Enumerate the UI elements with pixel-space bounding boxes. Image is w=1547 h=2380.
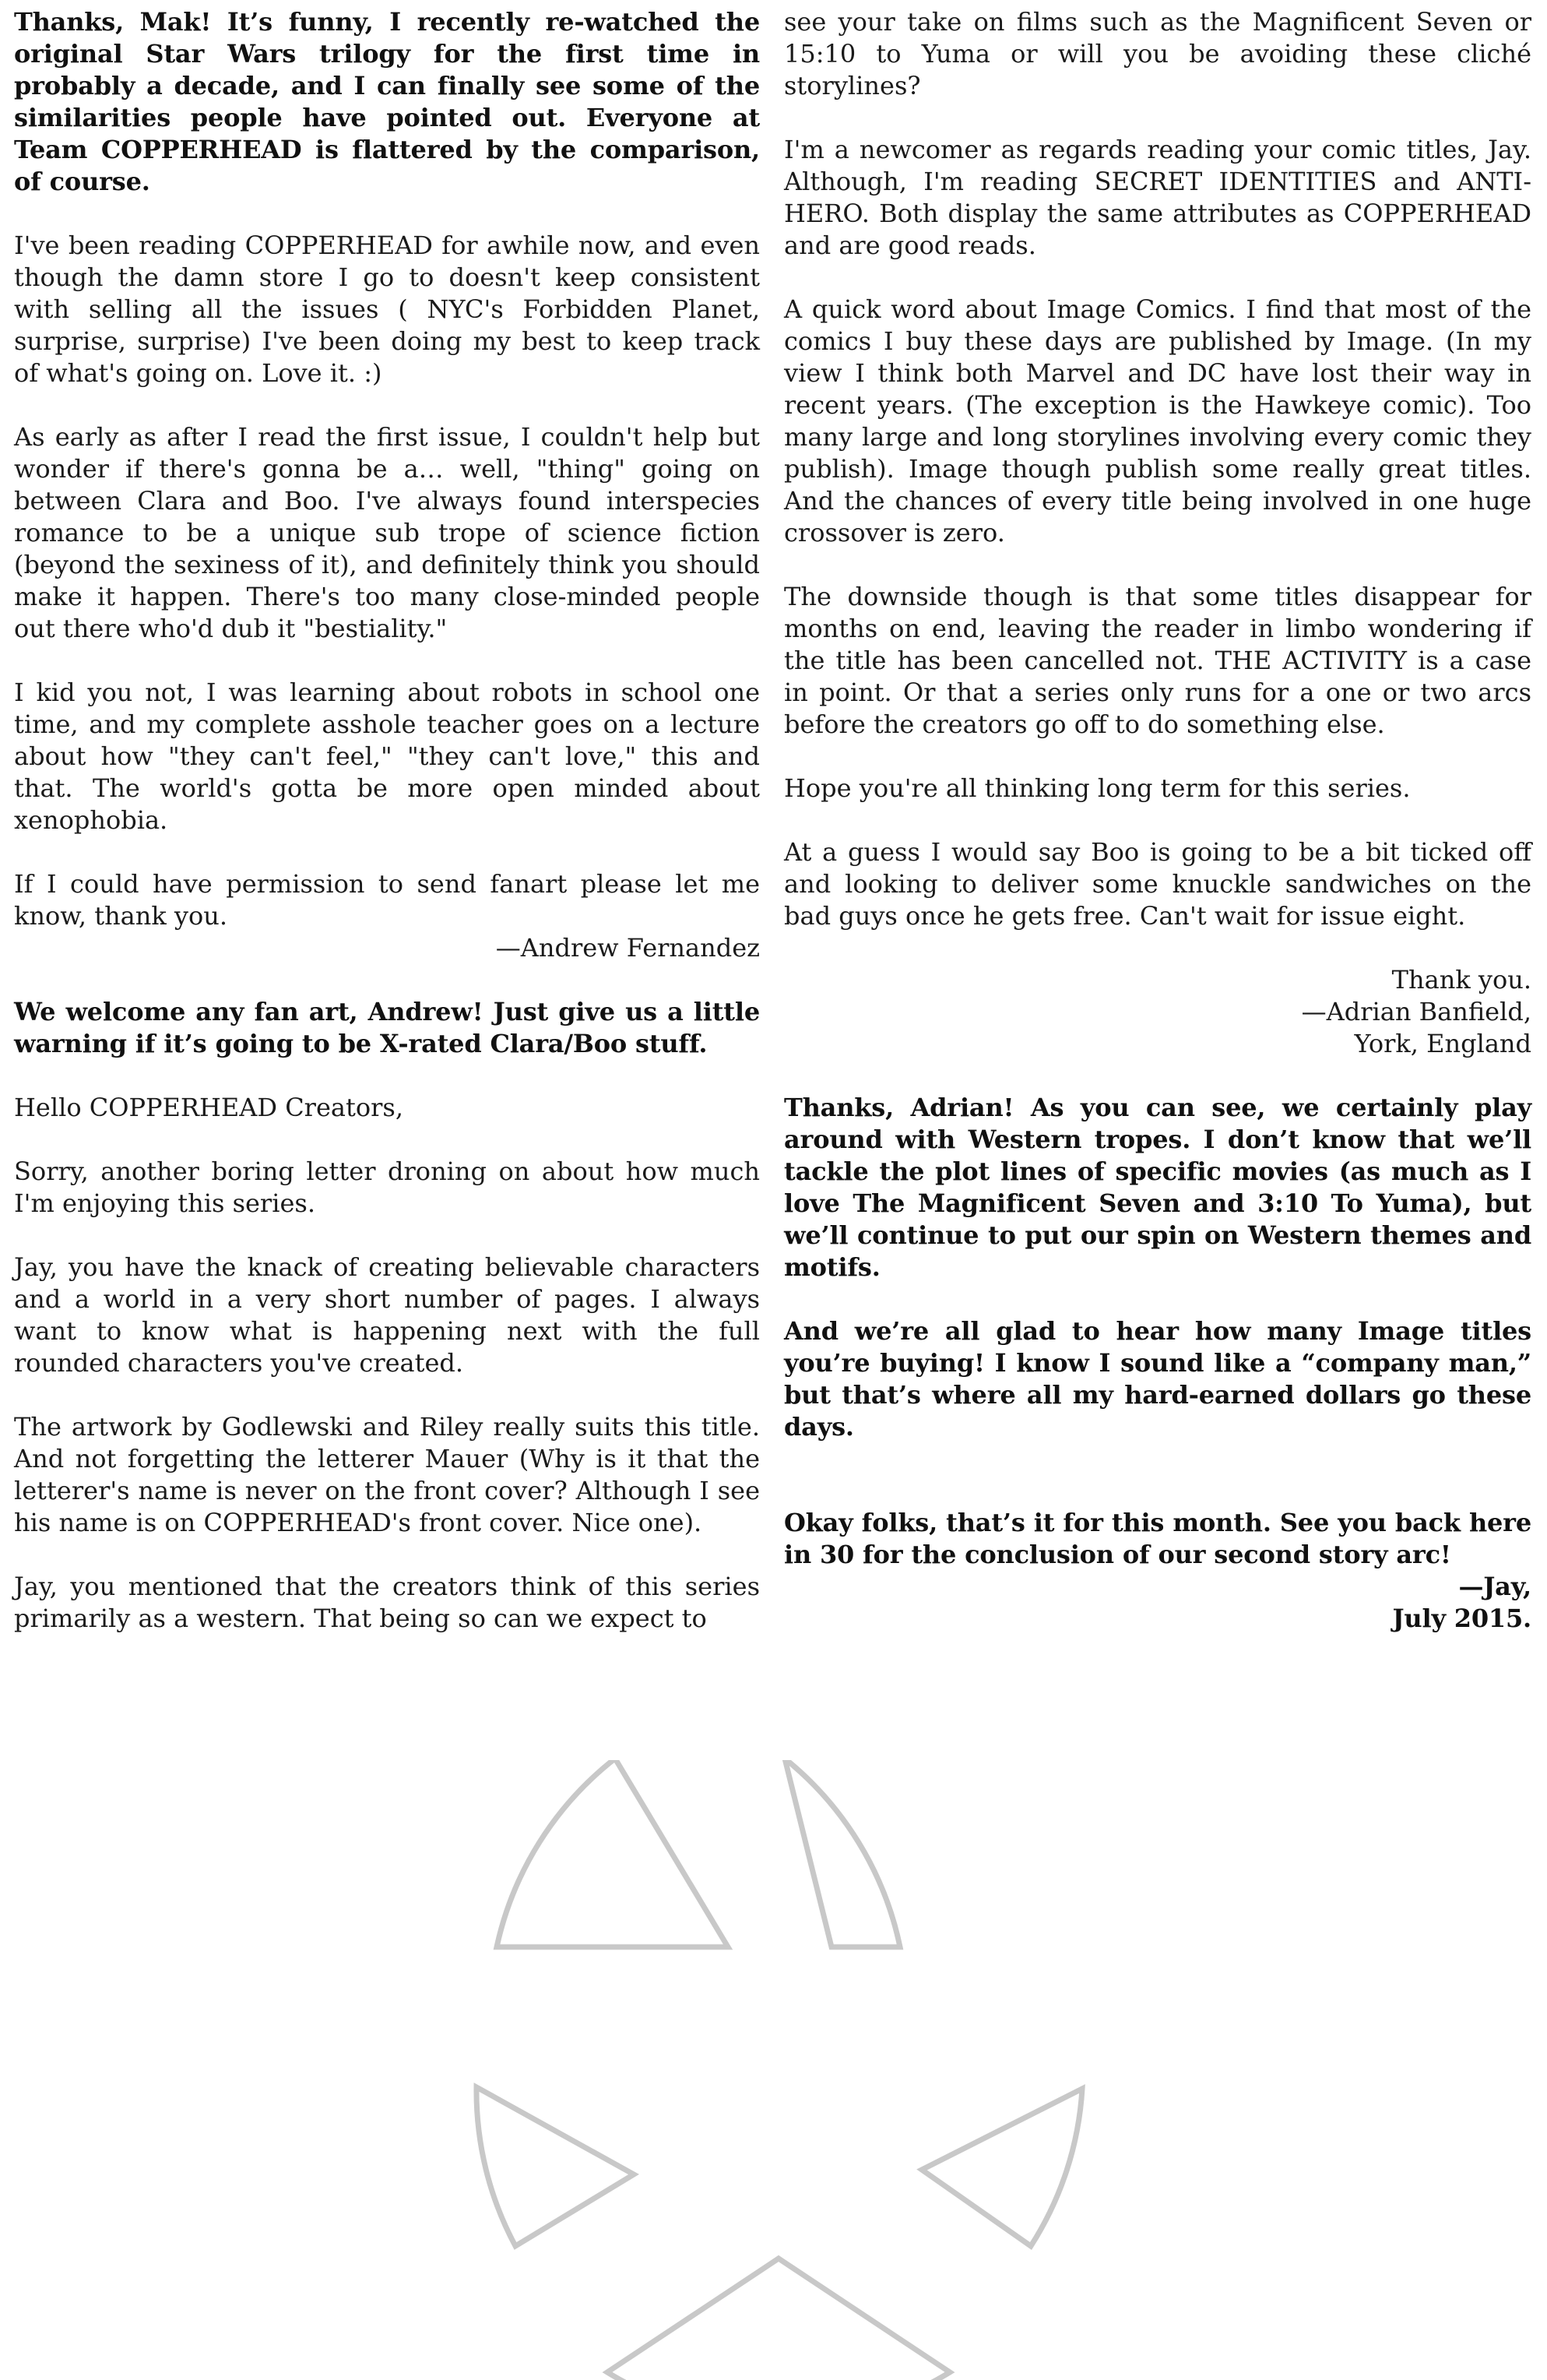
letter-paragraph: Jay, you mentioned that the creators think of this series primarily as a western. That being so can we expect to bbox=[14, 1572, 760, 1633]
star-segment-top-right bbox=[785, 1760, 900, 1947]
letter-paragraph: I kid you not, I was learning about robots in school one time, and my complete asshole teacher goes on a lecture about how "they can't feel," "they can't love," this and that. The world's gotta be more open minded about xenophobia. bbox=[14, 678, 760, 835]
letter-paragraph: The downside though is that some titles disappear for months on end, leaving the reader in limbo wondering if the title has been cancelled not. THE ACTIVITY is a case in point. Or that a series only runs for a one or two arcs before the creators go off to do something else. bbox=[784, 582, 1531, 739]
letter-paragraph: If I could have permission to send fanart please let me know, thank you. bbox=[14, 869, 760, 931]
editor-signature bbox=[784, 1571, 1531, 1635]
star-segment-top-left bbox=[497, 1760, 728, 1947]
reply-to-adrian: Thanks, Adrian! As you can see, we certainly play around with Western tropes. I don’t know that we’ll tackle the plot lines of specific movies (as much as I love The Magnificent Seven and 3:10 To Yuma), but we’ll continue to put our spin on Western themes and motifs. bbox=[784, 1093, 1531, 1282]
letters-column-right bbox=[784, 6, 1531, 1667]
letter-paragraph: I'm a newcomer as regards reading your comic titles, Jay. Although, I'm reading SECRET IDENTITIES and ANTI-HERO. Both display the same attributes as COPPERHEAD and are good reads. bbox=[784, 135, 1531, 260]
letter-signature bbox=[784, 964, 1531, 1060]
star-emblem-svg bbox=[452, 1760, 1106, 2380]
letter-paragraph: The artwork by Godlewski and Riley really suits this title. And not forgetting the letterer Mauer (Why is it that the letterer's name is never on the front cover? Although I see his name is on COPPERHEAD's front cover. Nice one). bbox=[14, 1412, 760, 1537]
letters-column-left bbox=[14, 6, 760, 1635]
letter-paragraph: Jay, you have the knack of creating believable characters and a world in a very short number of pages. I always want to know what is happening next with the full rounded characters you've created. bbox=[14, 1252, 760, 1378]
signature-line: —Jay, bbox=[1458, 1572, 1531, 1601]
closing-note: Okay folks, that’s it for this month. See you back here in 30 for the conclusion of our second story arc! bbox=[784, 1508, 1531, 1569]
signature-line: —Adrian Banfield, bbox=[1301, 997, 1531, 1026]
signature-line: Thank you. bbox=[1391, 965, 1531, 995]
letter-paragraph: Hope you're all thinking long term for this series. bbox=[784, 773, 1411, 803]
star-segment-bottom bbox=[607, 2259, 950, 2380]
reply-to-andrew: We welcome any fan art, Andrew! Just give us a little warning if it’s going to be X-rated Clara/Boo stuff. bbox=[14, 997, 760, 1058]
signature-line: July 2015. bbox=[1392, 1604, 1531, 1633]
reply-to-adrian: And we’re all glad to hear how many Image titles you’re buying! I know I sound like a “company man,” but that’s where all my hard-earned dollars go these days. bbox=[784, 1316, 1531, 1442]
letter-paragraph: At a guess I would say Boo is going to be a bit ticked off and looking to deliver some knuckle sandwiches on the bad guys once he gets free. Can't wait for issue eight. bbox=[784, 837, 1531, 931]
letter-paragraph: A quick word about Image Comics. I find that most of the comics I buy these days are published by Image. (In my view I think both Marvel and DC have lost their way in recent years. (The exception is the Hawkeye comic). Too many large and long storylines involving every comic they publish). Image though publish some really great titles. And the chances of every title being involved in one huge crossover is zero. bbox=[784, 294, 1531, 547]
letter-greeting: Hello COPPERHEAD Creators, bbox=[14, 1093, 403, 1122]
star-segment-right bbox=[922, 2089, 1082, 2246]
letter-signature: —Andrew Fernandez bbox=[495, 933, 760, 963]
reply-to-mak: Thanks, Mak! It’s funny, I recently re-watched the original Star Wars trilogy for the first time in probably a decade, and I can finally see some of the similarities people have pointed out. Everyone at Team COPPERHEAD is flattered by the comparison, of course. bbox=[14, 7, 760, 196]
signature-line: York, England bbox=[1354, 1029, 1531, 1058]
letter-paragraph: I've been reading COPPERHEAD for awhile now, and even though the damn store I go to doesn't keep consistent with selling all the issues ( NYC's Forbidden Planet, surprise, surprise) I've been doing my best to keep track of what's going on. Love it. :) bbox=[14, 231, 760, 388]
letter-paragraph: see your take on films such as the Magnificent Seven or 15:10 to Yuma or will you be avoiding these cliché storylines? bbox=[784, 7, 1531, 100]
letter-paragraph: As early as after I read the first issue, I couldn't help but wonder if there's gonna be a… well, "thing" going on between Clara and Boo. I've always found interspecies romance to be a unique sub trope of science fiction (beyond the sexiness of it), and definitely think you should make it happen. There's too many close-minded people out there who'd dub it "bestiality." bbox=[14, 422, 760, 643]
letter-paragraph: Sorry, another boring letter droning on about how much I'm enjoying this series. bbox=[14, 1157, 760, 1218]
star-emblem-icon bbox=[452, 1760, 1106, 2380]
star-segment-left bbox=[476, 2087, 634, 2246]
